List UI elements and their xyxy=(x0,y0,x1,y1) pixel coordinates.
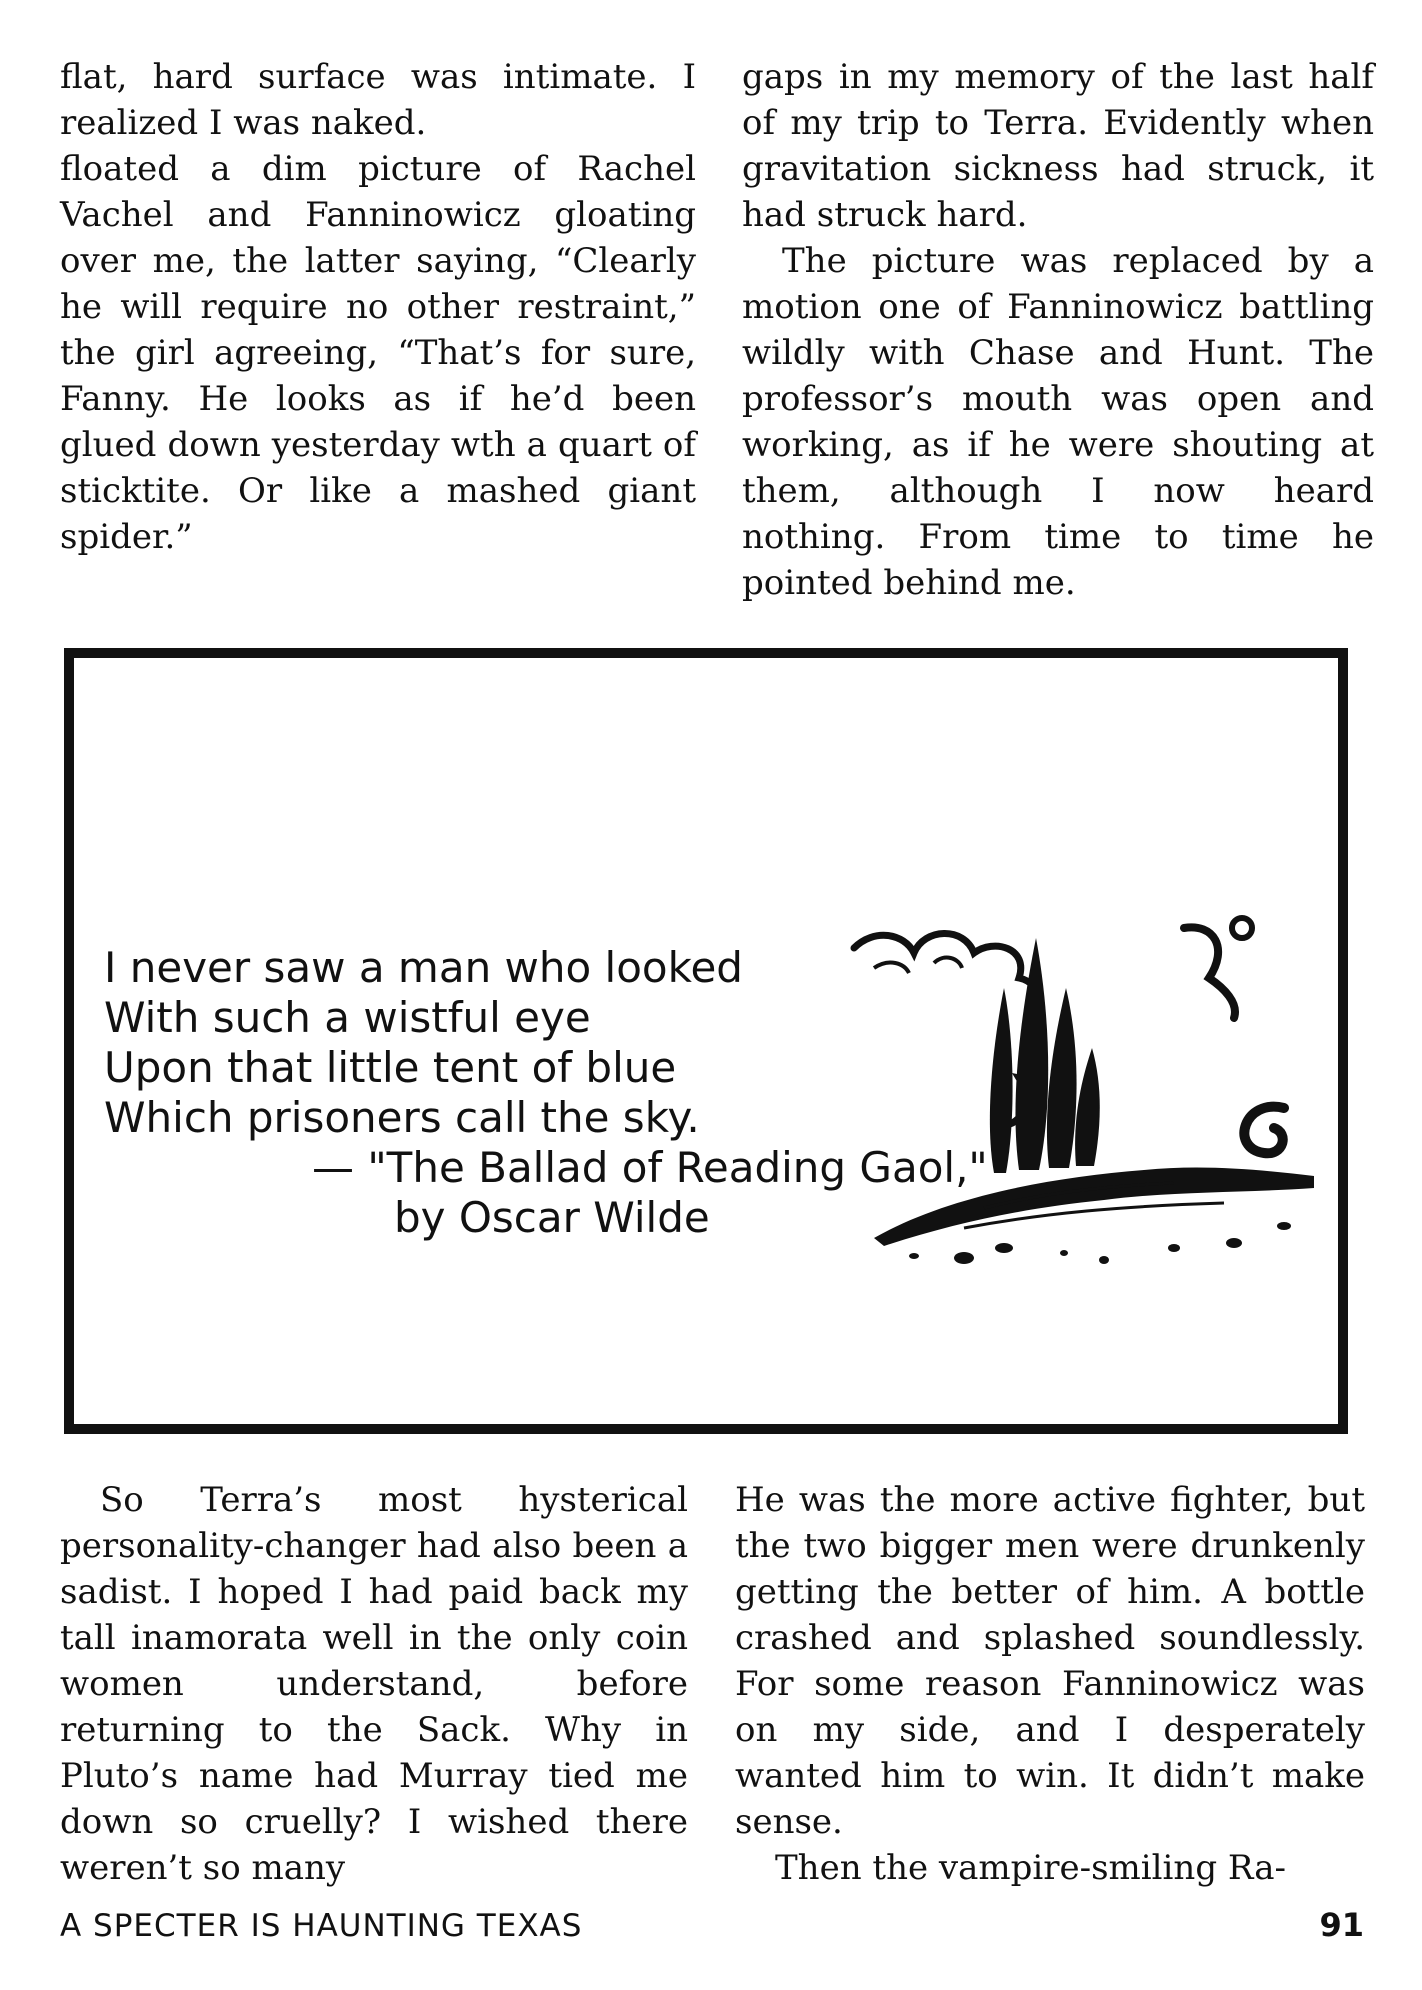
paragraph: He was the more active fighter, but the two bigger men were drunkenly getting the better of him. A bottle crashed and splashed soundlessly. For some reason Fanninowicz was on my side, and I desperately wanted him to win. It didn’t make sense. xyxy=(735,1480,1365,1842)
quote-box xyxy=(64,648,1348,1434)
paragraph: Then the vampire-smiling Ra- xyxy=(775,1848,1287,1888)
poem-line: I never saw a man who looked xyxy=(104,943,743,992)
bottom-right-column xyxy=(735,1477,1365,1891)
paragraph: floated a dim picture of Rachel Vachel and Fanninowicz gloating over me, the latter saying, “Clearly he will require no other restraint,” the girl agreeing, “That’s for sure, Fanny. He looks as if he’d been glued down yesterday wth a quart of sticktite. Or like a mashed giant spider.” xyxy=(60,149,696,557)
top-right-column xyxy=(742,54,1374,606)
paragraph: So Terra’s most hysterical personality-changer had also been a sadist. I hoped I had paid back my tall inamorata well in the only coin women understand, before returning to the Sack. Why in Pluto’s name had Murray tied me down so cruelly? I wished there weren’t so many xyxy=(60,1480,688,1888)
running-footer-title: A SPECTER IS HAUNTING TEXAS xyxy=(60,1908,583,1944)
paragraph: flat, hard surface was intimate. I realized I was naked. xyxy=(60,57,696,143)
bottom-left-column xyxy=(60,1477,688,1891)
top-left-column xyxy=(60,54,696,560)
paragraph: gaps in my memory of the last half of my trip to Terra. Evidently when gravitation sickness had struck, it had struck hard. xyxy=(742,57,1374,235)
page-number: 91 xyxy=(1319,1906,1364,1944)
poem-line: Which prisoners call the sky. xyxy=(104,1093,700,1142)
poem-attribution-author: by Oscar Wilde xyxy=(394,1193,710,1242)
poem-line: Upon that little tent of blue xyxy=(104,1043,677,1092)
poem-line: With such a wistful eye xyxy=(104,993,591,1042)
paragraph: The picture was replaced by a motion one of Fanninowicz battling wildly with Chase and Hunt. The professor’s mouth was open and working, as if he were shouting at them, although I now heard nothing. From time to time he pointed behind me. xyxy=(742,241,1374,603)
poem-attribution-title: — "The Ballad of Reading Gaol," xyxy=(312,1143,988,1192)
cypress-hill-illustration xyxy=(844,908,1334,1288)
